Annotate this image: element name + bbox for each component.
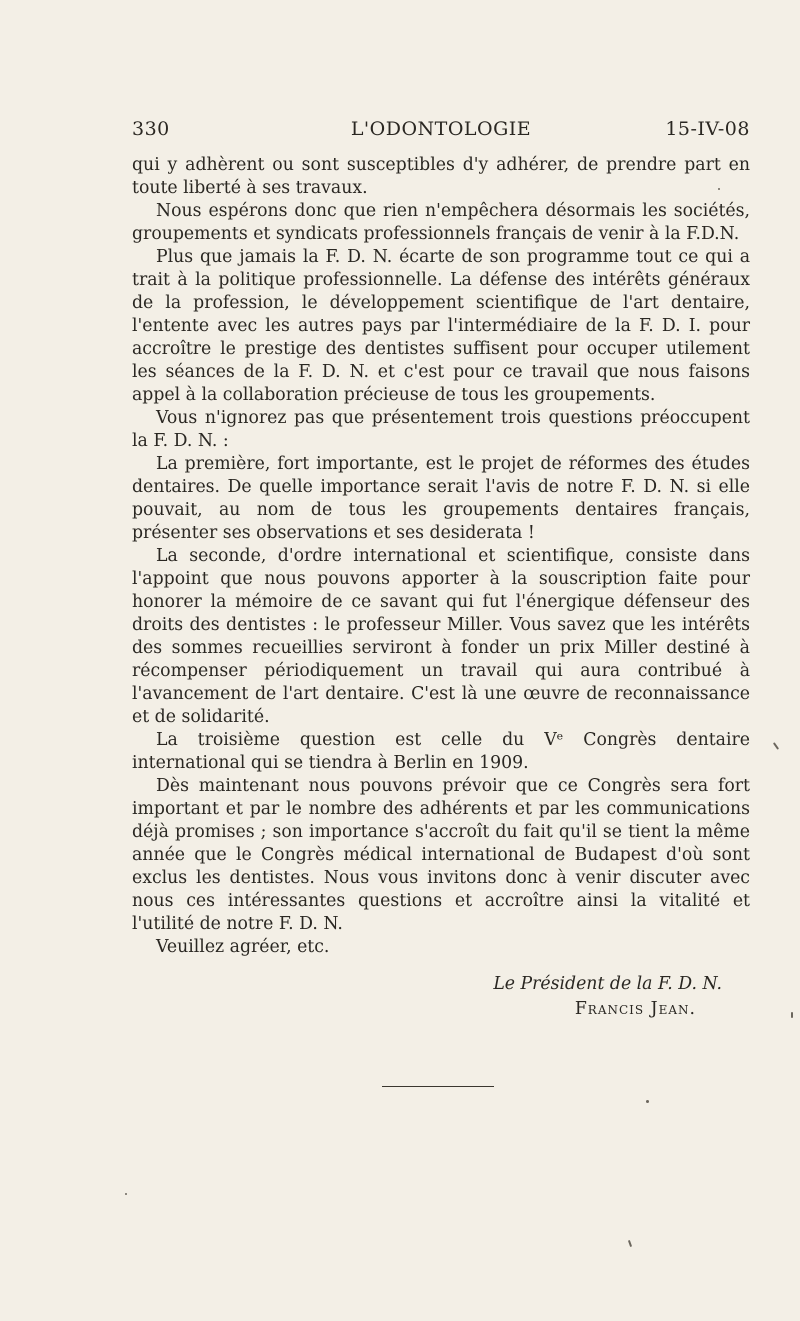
paragraph: Veuillez agréer, etc. (156, 937, 330, 957)
paper-speck (791, 1012, 793, 1018)
paragraph: Vous n'ignorez pas que présentement trois questions préoccupent la F. D. N. : (132, 408, 750, 451)
paragraph: Dès maintenant nous pouvons prévoir que ce Congrès sera fort important et par le nombre des adhérents et par les communications déjà promises ; son importance s'accroît du fait qu'il se tient la même année que le Congrès médical international de Budapest d'où sont exclus les dentistes. Nous vous invitons donc à venir discuter avec nous ces intéressantes questions et accroître ainsi la vitalité et l'utilité de notre F. D. N. (132, 776, 750, 934)
paper-speck (628, 1240, 632, 1247)
signature-role: Le Président de la F. D. N. (493, 974, 722, 994)
paper-speck (646, 1100, 649, 1103)
paper-speck (125, 1193, 127, 1195)
paper-speck (718, 188, 720, 190)
paragraph: Nous espérons donc que rien n'empêchera désormais les sociétés, groupements et syndicats professionnels français de venir à la F.D.N. (132, 201, 750, 244)
body-text (132, 154, 750, 959)
paragraph: La première, fort importante, est le projet de réformes des études dentaires. De quelle importance serait l'avis de notre F. D. N. si elle pouvait, au nom de tous les groupements dentaires français, présenter ses observations et ses desiderata ! (132, 454, 750, 543)
signature-block (132, 972, 722, 1022)
paper-speck (773, 742, 779, 750)
journal-title: L'ODONTOLOGIE (350, 118, 532, 140)
issue-date: 15-IV-08 (665, 118, 750, 140)
paragraph: La seconde, d'ordre international et scientifique, consiste dans l'appoint que nous pouvons apporter à la souscription faite pour honorer la mémoire de ce savant qui fut l'énergique défenseur des droits des dentistes : le professeur Miller. Vous savez que les intérêts des sommes recueillies serviront à fonder un prix Miller destiné à récompenser périodiquement un travail qui aura contribué à l'avancement de l'art dentaire. C'est là une œuvre de reconnaissance et de solidarité. (132, 546, 750, 727)
page-number: 330 (132, 118, 170, 140)
signature-name: Francis Jean. (574, 999, 696, 1019)
paragraph: Plus que jamais la F. D. N. écarte de son programme tout ce qui a trait à la politique professionnelle. La défense des intérêts généraux de la profession, le développement scientifique de l'art dentaire, l'entente avec les autres pays par l'intermédiaire de la F. D. I. pour accroître le prestige des dentistes suffisent pour occuper utilement les séances de la F. D. N. et c'est pour ce travail que nous faisons appel à la collaboration précieuse de tous les groupements. (132, 247, 750, 405)
section-divider (382, 1086, 494, 1087)
paragraph: qui y adhèrent ou sont susceptibles d'y adhérer, de prendre part en toute liberté à ses travaux. (132, 155, 750, 198)
running-header (132, 118, 750, 142)
paragraph: La troisième question est celle du Vᵉ Congrès dentaire international qui se tiendra à Berlin en 1909. (132, 730, 750, 773)
